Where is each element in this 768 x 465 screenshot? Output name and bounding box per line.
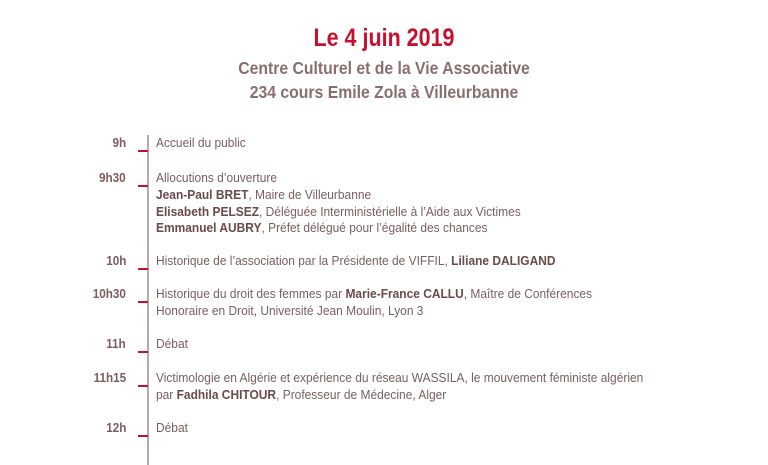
timeline-tick	[138, 351, 148, 353]
speaker-name: Jean-Paul BRET	[156, 186, 249, 202]
line-text: , Déléguée Interministérielle à l’Aide aux Victimes	[259, 203, 521, 219]
timeline-tick	[138, 268, 148, 270]
speaker-name: Elisabeth PELSEZ	[156, 203, 260, 219]
venue-name: Centre Culturel et de la Vie Associative	[238, 58, 530, 78]
program-description	[156, 286, 630, 320]
program-description	[156, 420, 191, 437]
line-text: Historique de l’association par la Présidente de VIFFIL,	[156, 253, 452, 268]
line-text: , Professeur de Médecine, Alger	[276, 386, 447, 402]
program-line	[156, 253, 556, 270]
line-text: Historique du droit des femmes par	[156, 286, 346, 301]
line-text: , Maître de Conférences	[463, 286, 593, 301]
program-time: 11h15	[93, 370, 126, 385]
program-description	[156, 135, 254, 152]
program-description	[156, 336, 191, 353]
line-text: , Préfet délégué pour l’égalité des chances	[261, 220, 488, 236]
line-text: Accueil du public	[156, 135, 246, 150]
program-time: 12h	[105, 420, 126, 435]
speaker-name: Emmanuel AUBRY	[156, 220, 262, 236]
timeline-tick	[138, 301, 148, 303]
program-line	[156, 204, 521, 221]
timeline-tick	[138, 385, 148, 387]
program-line	[156, 170, 521, 187]
program-description	[156, 253, 590, 270]
timeline-tick	[138, 150, 148, 152]
program-line	[156, 135, 246, 152]
speaker-name: Marie-France CALLU	[345, 286, 464, 301]
line-text: Débat	[156, 420, 188, 435]
program-time: 9h	[112, 135, 126, 150]
program-line	[156, 336, 188, 353]
speaker-name: Liliane DALIGAND	[451, 253, 556, 268]
program-description	[156, 370, 686, 404]
program-line	[156, 370, 643, 387]
line-text: , Maire de Villeurbanne	[248, 186, 372, 202]
program-line	[156, 220, 521, 237]
program-description	[156, 170, 552, 237]
program-line	[156, 286, 592, 303]
program-time: 9h30	[99, 170, 126, 185]
program-time: 10h30	[92, 286, 126, 301]
program-time: 10h	[105, 253, 126, 268]
timeline-tick	[138, 435, 148, 437]
program-time: 11h	[106, 336, 126, 351]
venue-address: 234 cours Emile Zola à Villeurbanne	[249, 82, 519, 102]
program-line	[156, 187, 521, 204]
line-text: Débat	[156, 336, 188, 351]
program-line	[156, 420, 188, 437]
program-line	[156, 387, 643, 404]
speaker-name: Fadhila CHITOUR	[176, 386, 277, 402]
program-line	[156, 303, 592, 320]
line-text: Honoraire en Droit, Université Jean Moulin, Lyon 3	[156, 302, 424, 318]
line-text: Victimologie en Algérie et expérience du réseau WASSILA, le mouvement féministe algérien	[156, 370, 644, 385]
line-text: par	[156, 386, 177, 402]
event-date: Le 4 juin 2019	[313, 24, 455, 52]
line-text: Allocutions d’ouverture	[156, 170, 278, 185]
timeline-tick	[138, 185, 148, 187]
